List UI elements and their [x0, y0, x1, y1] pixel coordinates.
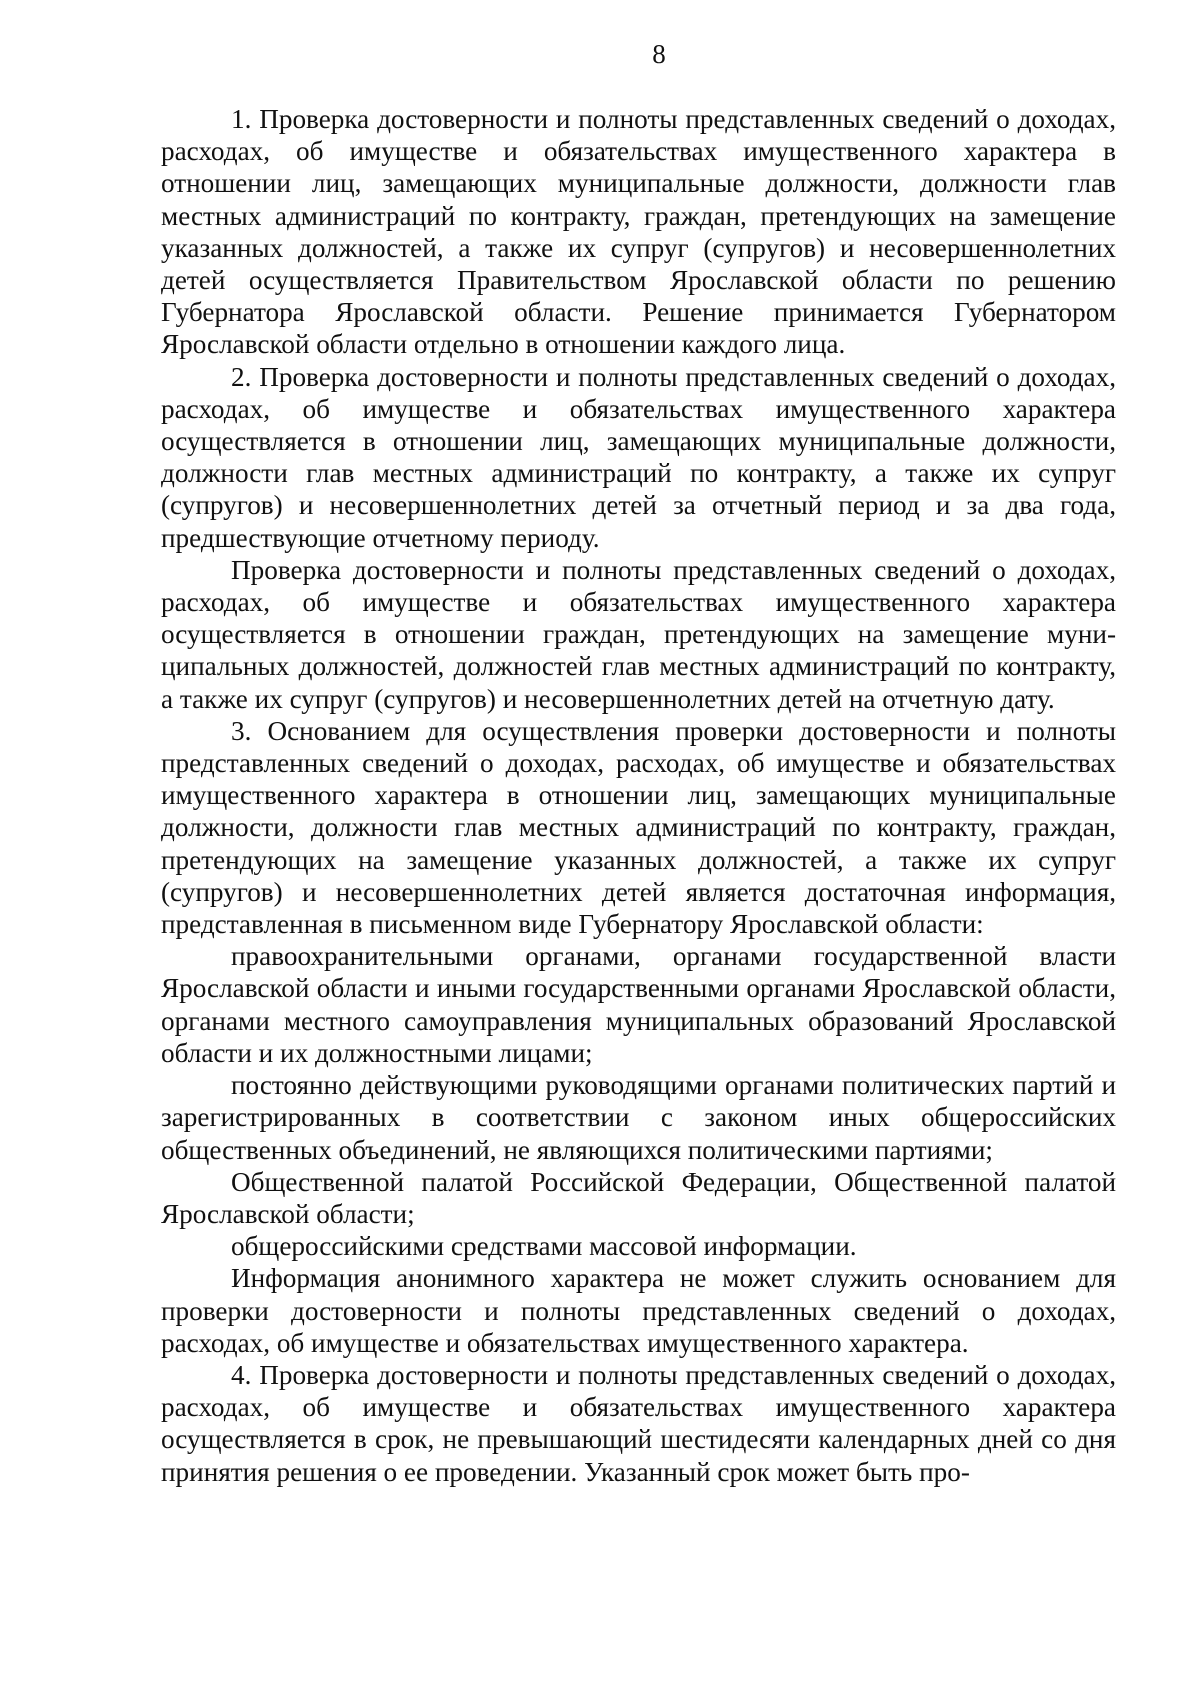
paragraph-10: 4. Проверка достоверности и полноты представленных сведений о доходах, расходах, об имуществе и обязательствах имущественного характера осуществляется в срок, не превышающий шестидесяти календарных дней со дня принятия решения о ее проведении. Указанный срок может быть про-: [161, 1359, 1116, 1487]
paragraph-8: общероссийскими средствами массовой информации.: [231, 1231, 857, 1262]
paragraph-5: правоохранительными органами, органами государственной власти Ярославской области и иными государственными органами Ярославской области, органами местного самоуправления муниципальных образований Ярославской области и их должностными лицами;: [161, 941, 1116, 1068]
document-body: [161, 103, 1116, 1488]
paragraph-7: Общественной палатой Российской Федерации, Общественной палатой Ярославской области;: [161, 1166, 1116, 1229]
paragraph-3: Проверка достоверности и полноты представленных сведений о доходах, расходах, об имуществе и обязательствах имущественного характера осуществляется в отношении граждан, претендующих на замещение муниципальных должностей, должностей глав местных администраций по контракту, а также их супруг (супругов) и несовершеннолетних детей на отчетную дату.: [161, 554, 1116, 714]
paragraph-9: Информация анонимного характера не может служить основанием для проверки достоверности и полноты представленных сведений о доходах, расходах, об имуществе и обязательствах имущественного характера.: [161, 1263, 1116, 1358]
paragraph-4: 3. Основанием для осуществления проверки достоверности и полноты представленных сведений о доходах, расходах, об имуществе и обязательствах имущественного характера в отношении лиц, замещающих муниципальные должности, должности глав местных администраций по контракту, граждан, претендующих на замещение указанных должностей, а также их супруг (супругов) и несовершеннолетних детей является достаточная информация, представленная в письменном виде Губернатору Ярославской области:: [161, 715, 1116, 940]
paragraph-2: 2. Проверка достоверности и полноты представленных сведений о доходах, расходах, об имуществе и обязательствах имущественного характера осуществляется в отношении лиц, замещающих муниципальные должности, должности глав местных администраций по контракту, а также их супруг (супругов) и несовершеннолетних детей за отчетный период и за два года, предшествующие отчетному периоду.: [161, 361, 1116, 553]
paragraph-1: 1. Проверка достоверности и полноты представленных сведений о доходах, расходах, об имуществе и обязательствах имущественного характера в отношении лиц, замещающих муниципальные должности, должности глав местных администраций по контракту, граждан, претендующих на замещение указанных должностей, а также их супруг (супругов) и несовершеннолетних детей осуществляется Правительством Ярославской области по решению Губернатора Ярославской области. Решение принимается Губернатором Ярославской области отдельно в отношении каждого лица.: [161, 104, 1116, 360]
page-number: 8: [652, 39, 666, 69]
paragraph-6: постоянно действующими руководящими органами политических партий и зарегистрированных в соответствии с законом иных общероссийских общественных объединений, не являющихся политическими партиями;: [161, 1070, 1116, 1165]
